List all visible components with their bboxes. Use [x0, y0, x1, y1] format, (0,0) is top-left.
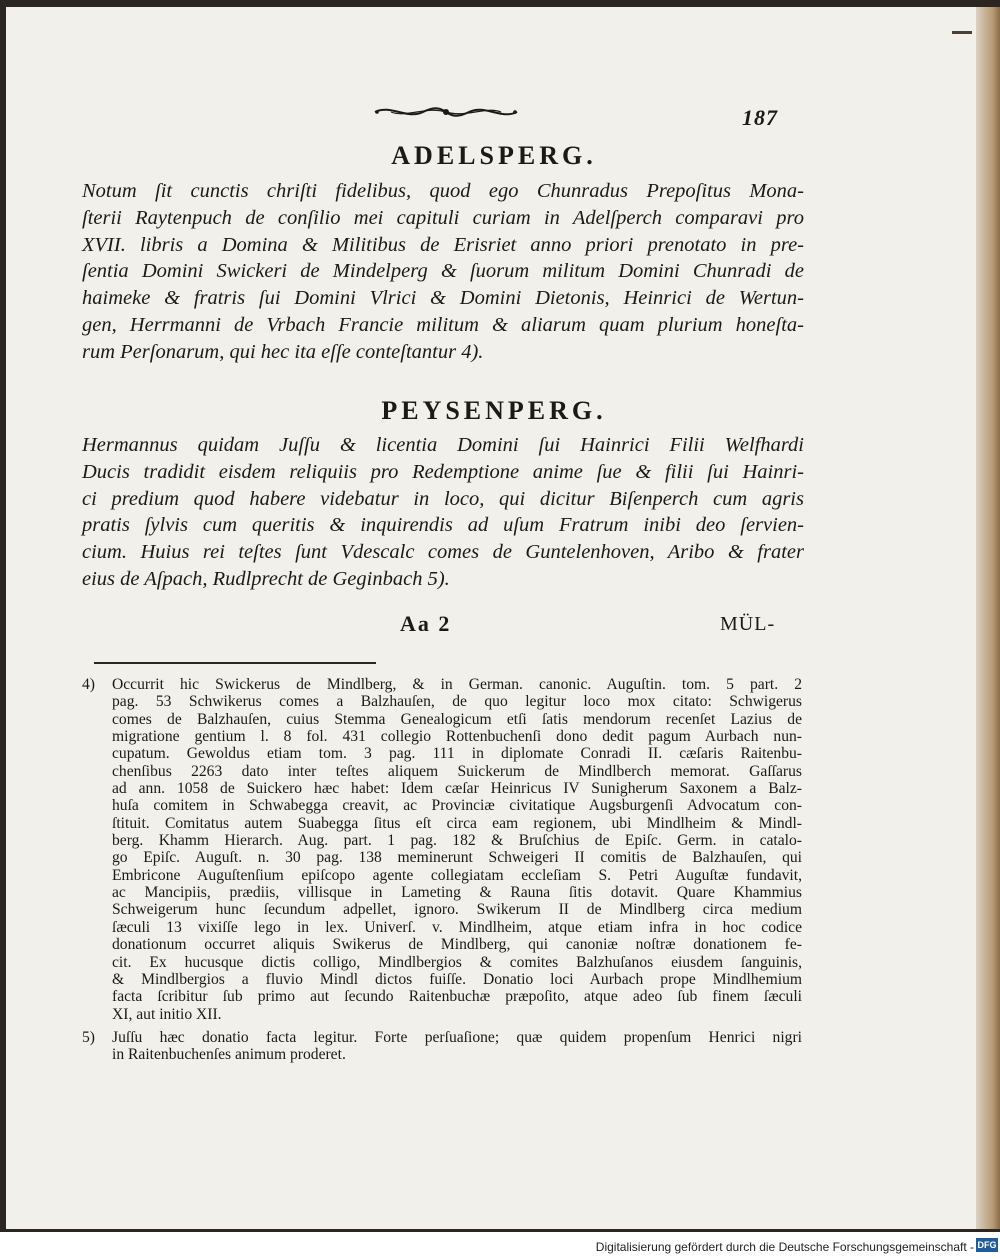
footnote-line: XI, aut initio XII.: [112, 1005, 222, 1023]
text-line: eius de Aſpach, Rudlprecht de Geginbach 5).: [82, 567, 450, 590]
footnote-line: Schweigerum hunc ſecundum adpellet, ignoro. Swikerum II de Mindlberg circa medium: [112, 901, 802, 919]
text-line: ſentia Domini Swickeri de Mindelperg & ſuorum militum Domini Chunradi de: [82, 260, 804, 283]
text-line: gen, Herrmanni de Vrbach Francie militum & aliarum quam plurium honeſta-: [82, 313, 804, 336]
digitization-credit: Digitalisierung gefördert durch die Deutsche Forschungsgemeinschaft -: [595, 1240, 974, 1254]
catchword: MÜL-: [720, 613, 776, 635]
footnote-line: in Raitenbuchenſes animum proderet.: [112, 1046, 346, 1064]
page-edge: [976, 7, 1000, 1229]
footnote-line: berg. Khamm Hierarch. Aug. part. 1 pag. 182 & Bruſchius de Epiſc. Germ. in catalo-: [112, 832, 802, 850]
page-corner-mark: [952, 31, 972, 34]
text-line: rum Perſonarum, qui hec ita eſſe conteſtantur 4).: [82, 340, 484, 363]
footnote-line: facta ſcribitur ſub primo aut ſecundo Raitenbuchæ præpoſito, atque adeo ſub finem ſæculi: [112, 988, 802, 1006]
footnote-line: migratione gentium l. 8 fol. 431 collegio Rottenbuchenſi dono dedit pagum Aurbach nun-: [112, 728, 802, 746]
book-page: [6, 7, 976, 1229]
heading-adelsperg: ADELSPERG.: [391, 141, 597, 170]
paragraph-peysenperg: [82, 432, 804, 593]
footnote-line: cit. Ex hucusque dictis colligo, Mindlbergios & comites Balzhuſanos eiusdem ſanguinis,: [112, 953, 802, 971]
footnote-mark: 5): [82, 1028, 95, 1046]
text-line: haimeke & fratris ſui Domini Vlrici & Domini Dietonis, Heinrici de Wertun-: [82, 287, 804, 310]
footnote-line: chenſibus 2263 dato inter teſtes aliquem Suickerum de Mindlberch memorat. Gaſſarus: [112, 762, 802, 780]
text-line: Notum ſit cunctis chriſti fidelibus, quod ego Chunradus Prepoſitus Mona-: [82, 180, 804, 202]
footnote-line: ad ann. 1058 de Suickero hæc habet: Idem cæſar Heinricus IV Sunigherum Saxonem a Balz-: [112, 780, 802, 798]
text-line: Ducis tradidit eisdem reliquiis pro Redemptione anime ſue & filii ſui Hainri-: [82, 460, 804, 483]
footnote-line: huſa comitem in Schwabegga creavit, ac Provinciæ civitatique Augsburgenſi Advocatum con-: [112, 797, 802, 815]
footnote-5: [82, 1029, 802, 1064]
heading-peysenperg: PEYSENPERG.: [381, 396, 607, 425]
catchline: [6, 611, 982, 641]
footnote-mark: 4): [82, 676, 95, 693]
footnote-line: ac Mancipiis, prædiis, villisque in Lameting & Rauna ſitis dotavit. Quare Khammius: [112, 884, 802, 902]
footnote-line: Occurrit hic Swickerus de Mindlberg, & in German. canonic. Auguſtin. tom. 5 part. 2: [112, 676, 802, 693]
footnote-line: & Mindlbergios a fluvio Mindl dictos fuiſſe. Donatio loci Aurbach prope Mindlhemium: [112, 970, 802, 988]
dfg-logo: DFG: [977, 1240, 997, 1250]
footnote-line: donationum occurret aliquis Swikerus de Mindlberg, qui canoniæ noſtræ donationem fe-: [112, 936, 802, 954]
text-line: pratis ſylvis cum queritis & inquirendis ad uſum Fratrum inibi deo ſervien-: [82, 514, 804, 537]
footnote-line: comes de Balzhauſen, cuius Stemma Genealogicum etſi ſatis mendorum recenſet Lazius de: [112, 710, 802, 728]
ornament-icon: [371, 100, 521, 124]
text-line: Hermannus quidam Juſſu & licentia Domini ſui Hainrici Filii Welfhardi: [82, 434, 804, 456]
footnote-line: Embricone Auguſtenſium epiſcopo agente collegiatam eccleſiam S. Petri Auguſtæ fundavit,: [112, 866, 802, 884]
text-line: cium. Huius rei teſtes ſunt Vdescalc comes de Guntelenhoven, Aribo & frater: [82, 541, 804, 564]
text-line: XVII. libris a Domina & Militibus de Erisriet anno priori prenotato in pre-: [82, 233, 804, 256]
text-line: ſterii Raytenpuch de conſilio mei capituli curiam in Adelſperch comparavi pro: [82, 206, 804, 229]
footnotes: [82, 676, 802, 1070]
footnote-line: ſæculi 13 vixiſſe lego in lex. Univerſ. v. Mindlheim, atque etiam infra in hoc codice: [112, 918, 802, 936]
text-line: ci predium quod habere videbatur in loco, qui dicitur Biſenperch cum agris: [82, 487, 804, 510]
paragraph-adelsperg: [82, 178, 804, 366]
footnote-line: go Epiſc. Auguſt. n. 30 pag. 138 meminerunt Schweigeri II comitis de Balzhauſen, qui: [112, 849, 802, 867]
footnote-4: [82, 676, 802, 1023]
footnote-line: pag. 53 Schwikerus comes a Balzhauſen, de quo legitur loco mox citato: Schwigerus: [112, 693, 802, 711]
footnote-line: Juſſu hæc donatio facta legitur. Forte perſuaſione; quæ quidem propenſum Henrici nigri: [112, 1028, 802, 1046]
signature-mark: Aa 2: [400, 611, 452, 636]
footnote-line: cupatum. Gewoldus etiam tom. 3 pag. 111 in diplomate Conradi II. cæſaris Raitenbu-: [112, 745, 802, 763]
footnote-divider: [94, 662, 376, 664]
footnote-line: ſtituit. Comitatus autem Suabegga ſitus eſt circa eam regionem, ubi Mindlheim & Mindl-: [112, 814, 802, 832]
page-number: 187: [742, 105, 778, 130]
